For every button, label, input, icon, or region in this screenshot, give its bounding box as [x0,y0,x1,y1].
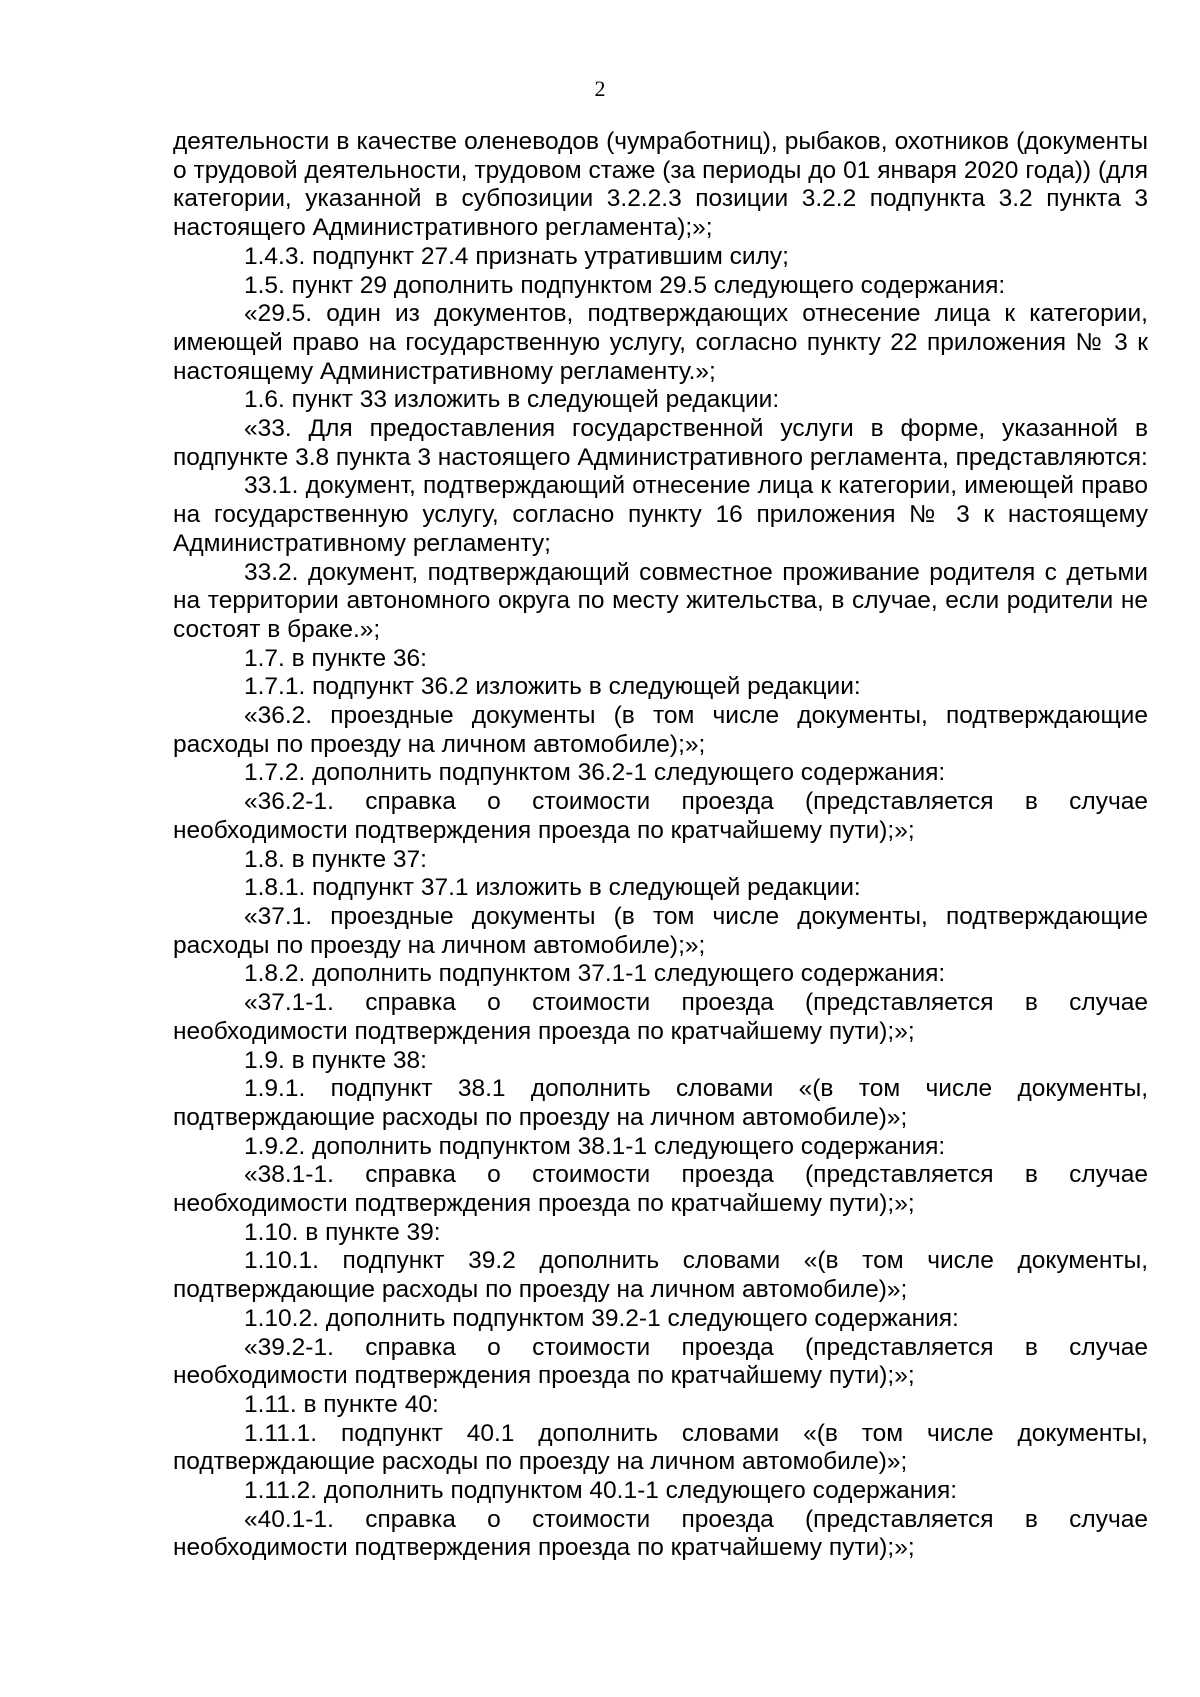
paragraph: «37.1. проездные документы (в том числе документы, подтверждающие расходы по проезду на личном автомобиле);»; [173,902,1148,959]
paragraph: 1.9.1. подпункт 38.1 дополнить словами «(в том числе документы, подтверждающие расходы по проезду на личном автомобиле)»; [173,1075,1148,1131]
paragraph: 1.7.1. подпункт 36.2 изложить в следующей редакции: [244,673,861,701]
paragraph: 1.9. в пункте 38: [244,1046,427,1074]
paragraph: 1.7.2. дополнить подпунктом 36.2-1 следующего содержания: [244,759,946,787]
paragraph: «40.1-1. справка о стоимости проезда (представляется в случае необходимости подтверждения проезда по кратчайшему пути);»; [173,1505,1148,1562]
paragraph: «37.1-1. справка о стоимости проезда (представляется в случае необходимости подтверждения проезда по кратчайшему пути);»; [173,989,1148,1045]
paragraph: «29.5. один из документов, подтверждающих отнесение лица к категории, имеющей право на государственную услугу, согласно пункту 22 приложения № 3 к настоящему Административному регламенту.»; [173,300,1148,385]
paragraph: 1.6. пункт 33 изложить в следующей редакции: [244,386,780,414]
paragraph: 1.8.2. дополнить подпунктом 37.1-1 следующего содержания: [244,960,946,988]
paragraph: деятельности в качестве оленеводов (чумработниц), рыбаков, охотников (документы о трудовой деятельности, трудовом стаже (за периоды до 01 января 2020 года)) (для категории, указанной в субпозиции 3.2.2.3 позиции 3.2.2 подпункта 3.2 пункта 3 настоящего Административного регламента);»; [173,128,1148,242]
paragraph: 1.5. пункт 29 дополнить подпунктом 29.5 следующего содержания: [244,271,1006,299]
paragraph: 1.10.1. подпункт 39.2 дополнить словами «(в том числе документы, подтверждающие расходы по проезду на личном автомобиле)»; [173,1247,1148,1304]
paragraph: 1.10. в пункте 39: [244,1218,441,1246]
paragraph: 1.4.3. подпункт 27.4 признать утратившим силу; [244,242,789,270]
paragraph: 1.10.2. дополнить подпунктом 39.2-1 следующего содержания: [244,1304,959,1332]
paragraph: 33.2. документ, подтверждающий совместное проживание родителя с детьми на территории автономного округа по месту жительства, в случае, если родители не состоят в браке.»; [173,558,1148,643]
document-body [173,128,1148,1563]
page-number: 2 [594,76,606,101]
paragraph: 33.1. документ, подтверждающий отнесение лица к категории, имеющей право на государственную услугу, согласно пункту 16 приложения № 3 к настоящему Административному регламенту; [173,472,1148,557]
paragraph: 1.8.1. подпункт 37.1 изложить в следующей редакции: [244,874,861,902]
paragraph: 1.9.2. дополнить подпунктом 38.1-1 следующего содержания: [244,1132,946,1160]
paragraph: 1.7. в пункте 36: [244,644,427,672]
paragraph: 1.11.2. дополнить подпунктом 40.1-1 следующего содержания: [244,1477,958,1505]
paragraph: «33. Для предоставления государственной услуги в форме, указанной в подпункте 3.8 пункта 3 настоящего Административного регламента, представляются: [173,415,1148,471]
paragraph: «38.1-1. справка о стоимости проезда (представляется в случае необходимости подтверждения проезда по кратчайшему пути);»; [173,1161,1148,1218]
paragraph: «36.2-1. справка о стоимости проезда (представляется в случае необходимости подтверждения проезда по кратчайшему пути);»; [173,788,1148,844]
paragraph: «39.2-1. справка о стоимости проезда (представляется в случае необходимости подтверждения проезда по кратчайшему пути);»; [173,1333,1148,1390]
paragraph: 1.8. в пункте 37: [244,845,427,873]
paragraph: 1.11.1. подпункт 40.1 дополнить словами «(в том числе документы, подтверждающие расходы по проезду на личном автомобиле)»; [173,1419,1148,1476]
paragraph: «36.2. проездные документы (в том числе документы, подтверждающие расходы по проезду на личном автомобиле);»; [173,702,1148,758]
paragraph: 1.11. в пункте 40: [244,1390,439,1418]
